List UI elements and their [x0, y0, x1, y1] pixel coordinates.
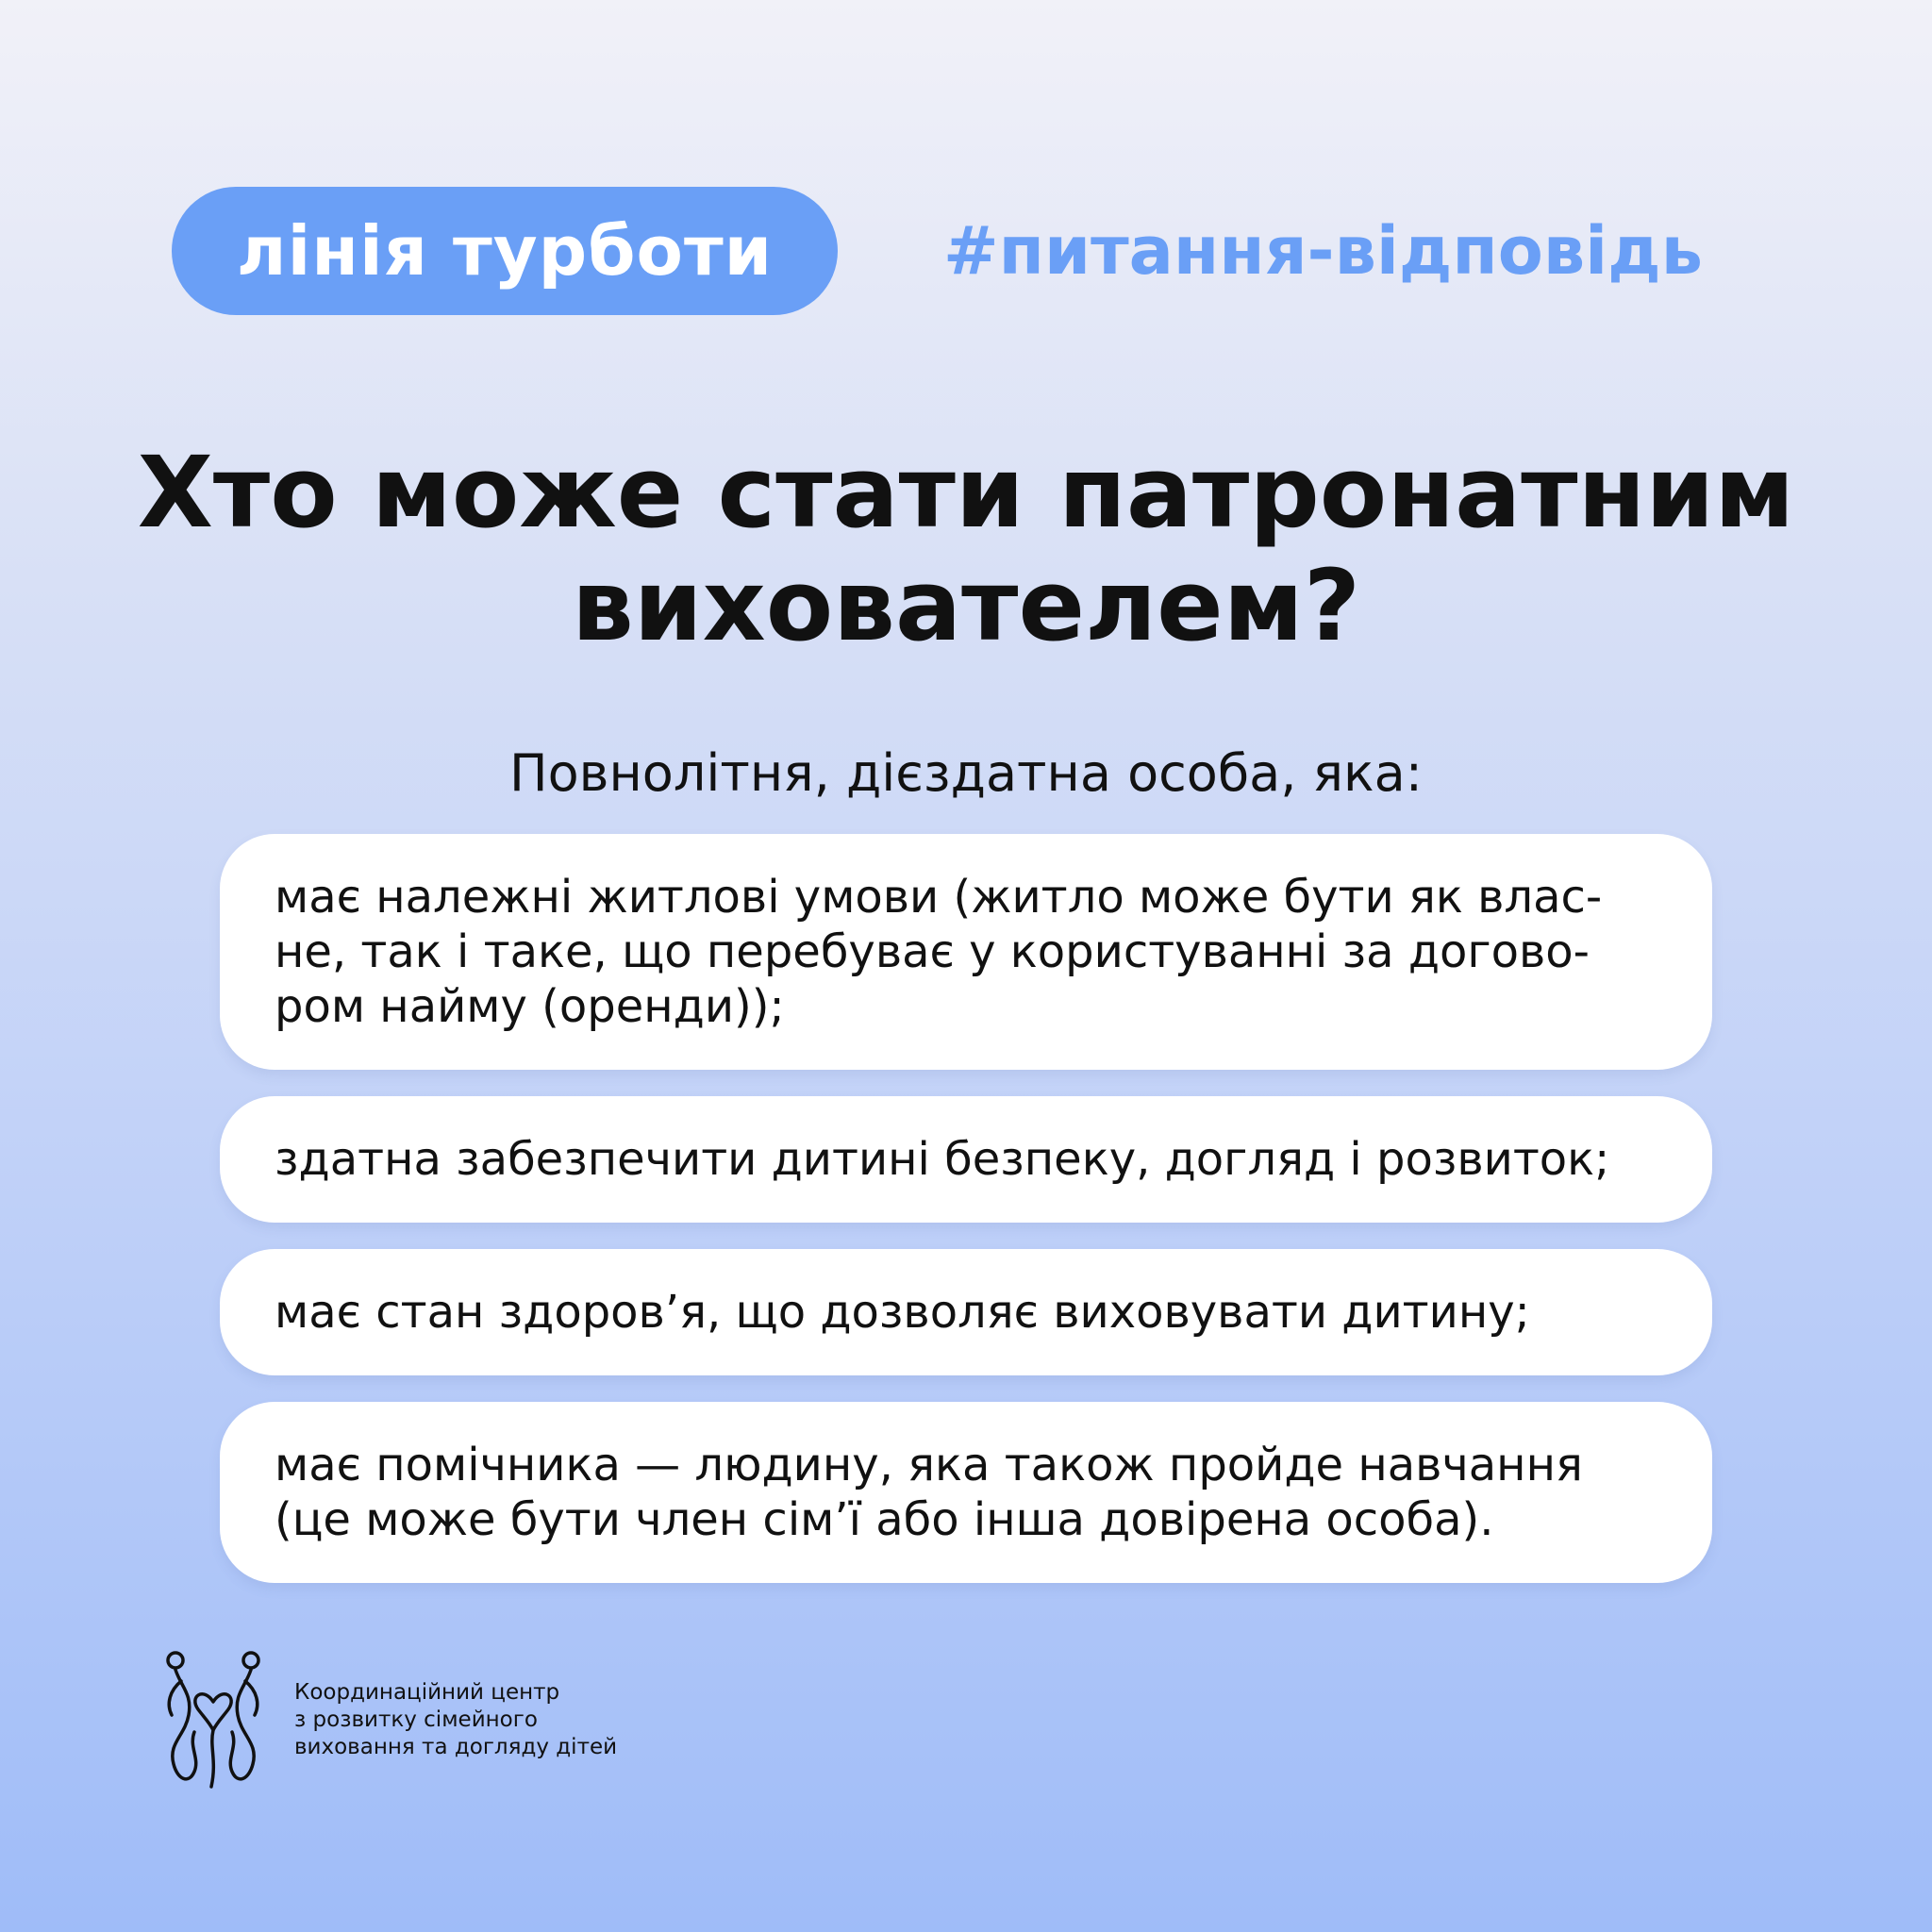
requirements-list — [220, 834, 1712, 1583]
requirement-text: має помічника — людину, яка також пройде навчання (це може бути член сім’ї або інша довірена особа). — [275, 1439, 1583, 1546]
page-title — [0, 436, 1932, 662]
requirement-card-safety — [220, 1096, 1712, 1223]
tag-label: лінія турботи — [236, 211, 774, 291]
requirement-text: здатна забезпечити дитині безпеку, догляд і розвиток; — [275, 1133, 1610, 1186]
footer — [160, 1649, 617, 1790]
title-line-1: Хто може стати патронатним — [137, 435, 1795, 550]
requirement-text: має належні житлові умови (житло може бути як влас-не, так і таке, що перебуває у користуванні за догово-ром найму (оренди)); — [275, 871, 1603, 1033]
requirement-text: має стан здоров’я, що дозволяє виховувати дитину; — [275, 1286, 1530, 1339]
title-line-2: вихователем? — [571, 548, 1361, 663]
family-care-logo-icon — [160, 1649, 266, 1790]
requirement-card-health — [220, 1249, 1712, 1375]
hashtag-qa: #питання-відповідь — [943, 212, 1703, 290]
requirement-card-housing — [220, 834, 1712, 1070]
requirement-card-assistant — [220, 1402, 1712, 1583]
organization-name: Координаційний центр з розвитку сімейного виховання та догляду дітей — [294, 1679, 618, 1759]
line-of-care-tag — [172, 187, 838, 315]
subtitle: Повнолітня, дієздатна особа, яка: — [509, 743, 1423, 803]
